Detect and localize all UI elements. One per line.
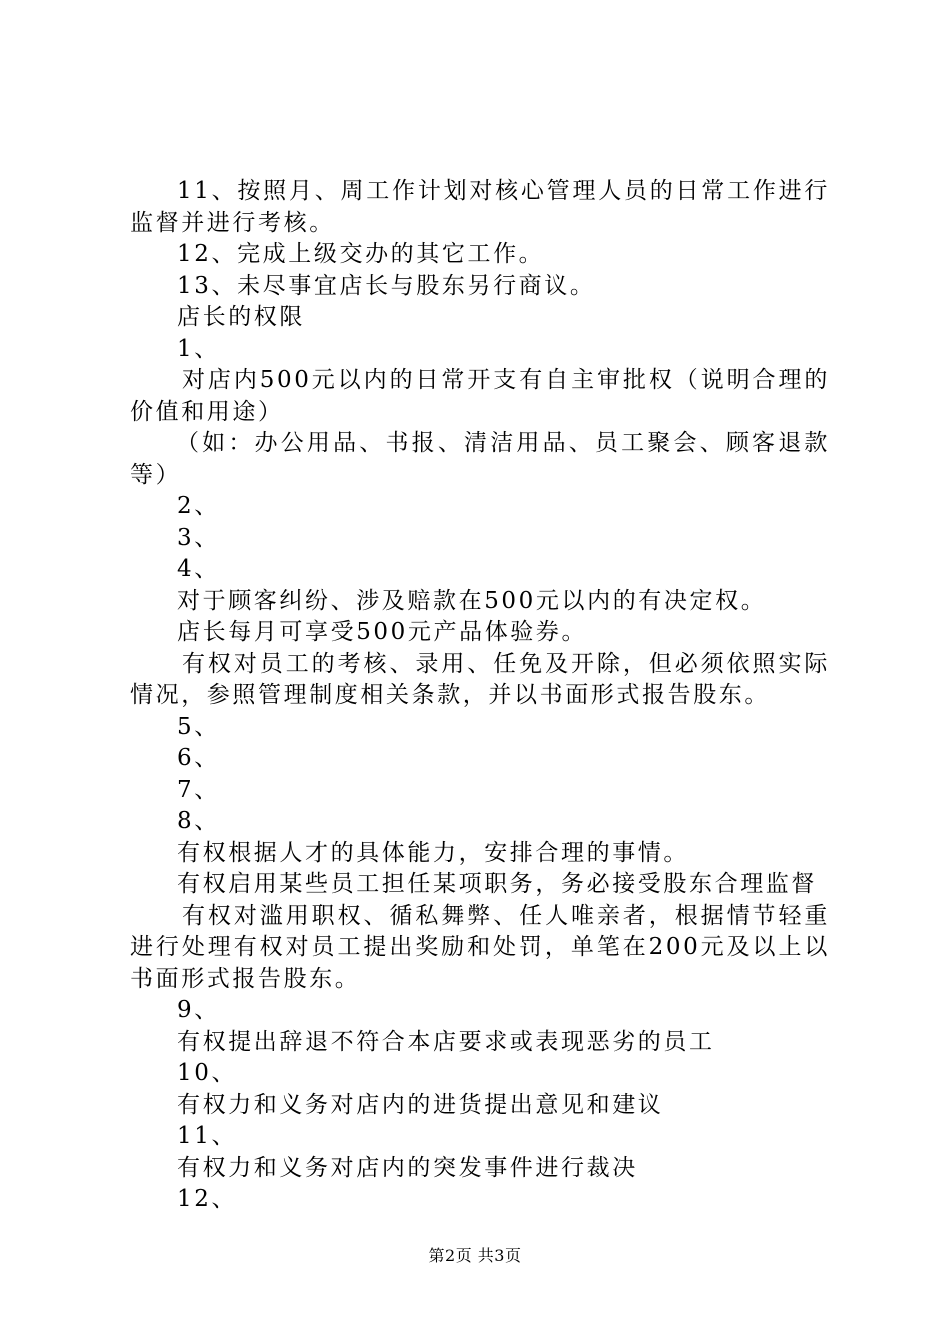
- paragraph-text: 有权提出辞退不符合本店要求或表现恶劣的员工: [177, 1028, 715, 1055]
- document-body: [130, 176, 830, 1216]
- paragraph-text: （如：办公用品、书报、清洁用品、员工聚会、顾客退款等）: [130, 430, 830, 488]
- list-number: 1、: [177, 335, 220, 362]
- paragraph-duty-13: 13、未尽事宜店长与股东另行商议。: [177, 272, 596, 299]
- list-number: 9、: [177, 997, 220, 1023]
- paragraph-text: 店长每月可享受500元产品体验券。: [177, 619, 588, 645]
- paragraph-text: 对于顾客纠纷、涉及赔款在500元以内的有决定权。: [177, 587, 767, 614]
- paragraph-duty-12: 12、完成上级交办的其它工作。: [177, 241, 545, 267]
- list-number: 7、: [177, 776, 220, 803]
- paragraph-text: 有权对滥用职权、循私舞弊、任人唯亲者，根据情节轻重进行处理有权对员工提出奖励和处罚，单笔在200元及以上以书面形式报告股东。: [130, 902, 830, 992]
- paragraph-text: 有权启用某些员工担任某项职务，务必接受股东合理监督: [177, 871, 817, 897]
- list-number: 10、: [177, 1060, 238, 1086]
- list-number: 8、: [177, 808, 220, 834]
- page-footer: [0, 1243, 950, 1266]
- paragraph-duty-11: 11、按照月、周工作计划对核心管理人员的日常工作进行监督并进行考核。: [130, 178, 830, 236]
- page-number-label: 第2页 共3页: [428, 1246, 522, 1265]
- list-number: 11、: [177, 1123, 238, 1149]
- list-number: 2、: [177, 493, 220, 519]
- section-heading-authority: 店长的权限: [177, 304, 305, 330]
- list-number: 3、: [177, 524, 220, 551]
- list-number: 12、: [177, 1186, 238, 1212]
- paragraph-text: 有权力和义务对店内的进货提出意见和建议: [177, 1091, 664, 1118]
- paragraph-text: 对店内500元以内的日常开支有自主审批权（说明合理的价值和用途）: [130, 367, 830, 425]
- paragraph-text: 有权根据人才的具体能力，安排合理的事情。: [177, 839, 689, 866]
- paragraph-text: 有权力和义务对店内的突发事件进行裁决: [177, 1154, 638, 1181]
- list-number: 5、: [177, 713, 220, 740]
- list-number: 6、: [177, 745, 220, 771]
- list-number: 4、: [177, 556, 220, 582]
- paragraph-text: 有权对员工的考核、录用、任免及开除，但必须依照实际情况，参照管理制度相关条款，并以书面形式报告股东。: [130, 650, 830, 708]
